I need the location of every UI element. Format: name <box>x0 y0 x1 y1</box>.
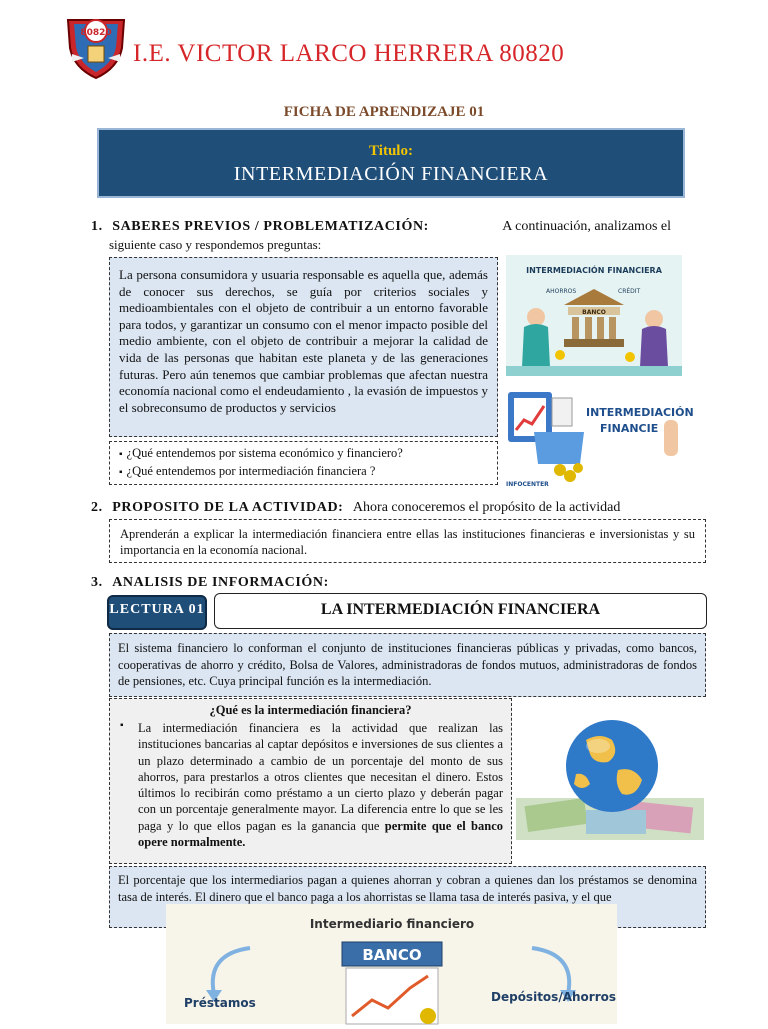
section2-number: 2. <box>91 500 103 515</box>
section2-heading <box>91 500 671 516</box>
diagram-title: Intermediario financiero <box>309 917 475 931</box>
globe-money-image <box>516 710 704 840</box>
section1-title: SABERES PREVIOS / PROBLEMATIZACIÓN: <box>112 219 429 234</box>
section3-title: ANALISIS DE INFORMACIÓN: <box>112 575 329 590</box>
definition-text: La intermediación financiera es la actividad que realizan las instituciones bancarias al captar depósitos e inversiones de sus clientes a un plazo determinado a cambio de un porcentaje del monto de sus ahorros, para prestarlos a otros clientes que necesitan el dinero. Estos últimos lo recibirán como préstamo a un cierto plazo y deberán pagar con un porcentaje generalmente mayor. La diferencia entre lo que se les paga y lo que ellos pagan es la ganancia que <box>138 721 503 833</box>
school-crest <box>64 14 128 80</box>
interest-rate-text: El porcentaje que los intermediarios pagan a quienes ahorran y cobran a quienes dan los préstamos se denomina tasa de interés. El dinero que el banco paga a los ahorristas se llama tasa de interés pasiva, y el que <box>118 873 697 904</box>
purpose-text: Aprenderán a explicar la intermediación financiera entre ellas las instituciones financieras e inversionistas y su importancia en la economía nacional. <box>120 527 695 557</box>
section2-title: PROPOSITO DE LA ACTIVIDAD: <box>112 500 344 515</box>
section1-intro-a: A continuación, analizamos el <box>502 219 671 234</box>
intermediary-diagram <box>166 904 617 1024</box>
graphic-brand: INFOCENTER <box>506 481 549 488</box>
illustration-right-label: CRÉDIT <box>618 288 641 295</box>
main-title: INTERMEDIACIÓN FINANCIERA <box>233 163 549 185</box>
financial-system-box <box>109 633 706 697</box>
illustration-left-label: AHORROS <box>546 288 577 295</box>
case-text: La persona consumidora y usuaria responsable es aquella que, además de conocer sus derechos, se guía por criterios sociales y medioambientales con el objeto de contribuir a un entorno favorable para todos, y garantizar un consumo con el menor impacto posible del medio ambiente, con el objeto de contribuir a mejorar la calidad de vida de las personas que habitan este planeta y de las generaciones futuras. Pero aún tenemos que cambiar problemas que afectan nuestra economía nacional como el endeudamiento , la evasión de impuestos y el sobreconsumo de productos y servicios <box>119 267 488 415</box>
definition-box <box>109 698 512 864</box>
bullet-icon: ▪ <box>120 720 124 731</box>
questions-box <box>109 441 498 485</box>
intermediation-illustration <box>506 255 682 376</box>
question-item: ▪ ¿Qué entendemos por intermediación financiera ? <box>128 463 497 481</box>
case-box <box>109 257 498 437</box>
title-banner <box>97 128 685 198</box>
illustration-bank-label: BANCO <box>582 309 606 316</box>
definition-question: ¿Qué es la intermediación financiera? <box>209 703 412 717</box>
section1-intro-b: siguiente caso y respondemos preguntas: <box>109 237 322 252</box>
diagram-right-label: Depósitos/Ahorros <box>491 990 616 1004</box>
lectura-badge: LECTURA 01 <box>107 595 207 630</box>
illustration-title: INTERMEDIACIÓN FINANCIERA <box>526 266 662 275</box>
section1-number: 1. <box>91 219 103 234</box>
section3-number: 3. <box>91 575 103 590</box>
definition-bold: permite que el banco opere normalmente. <box>138 818 504 850</box>
ficha-title: FICHA DE APRENDIZAJE 01 <box>283 104 485 120</box>
lectura-title: LA INTERMEDIACIÓN FINANCIERA <box>214 593 707 629</box>
school-name: I.E. VICTOR LARCO HERRERA 80820 <box>133 40 565 67</box>
purpose-box <box>109 519 706 563</box>
definition-paragraph <box>138 720 503 850</box>
diagram-bank: BANCO <box>362 946 422 964</box>
section2-intro: Ahora conoceremos el propósito de la actividad <box>352 500 621 515</box>
graphic-line2: FINANCIE <box>600 422 659 435</box>
title-label: Titulo: <box>369 143 413 159</box>
svg-text:80820: 80820 <box>80 28 112 38</box>
financial-system-text: El sistema financiero lo conforman el conjunto de instituciones financieras públicas y privadas, como bancos, cooperativas de ahorro y crédito, Bolsa de Valores, administradoras de fondos mutuos, administradoras de fondos de pensiones, etc. Cuya principal función es la intermediación. <box>118 641 697 688</box>
intermediation-graphic <box>504 380 694 490</box>
definition-item <box>118 720 503 850</box>
graphic-line1: INTERMEDIACIÓN <box>586 406 694 419</box>
section3-heading <box>91 575 671 591</box>
question-item: ▪ ¿Qué entendemos por sistema económico y financiero? <box>128 445 497 463</box>
diagram-left-label: Préstamos <box>184 996 256 1010</box>
section1-heading <box>91 219 671 235</box>
